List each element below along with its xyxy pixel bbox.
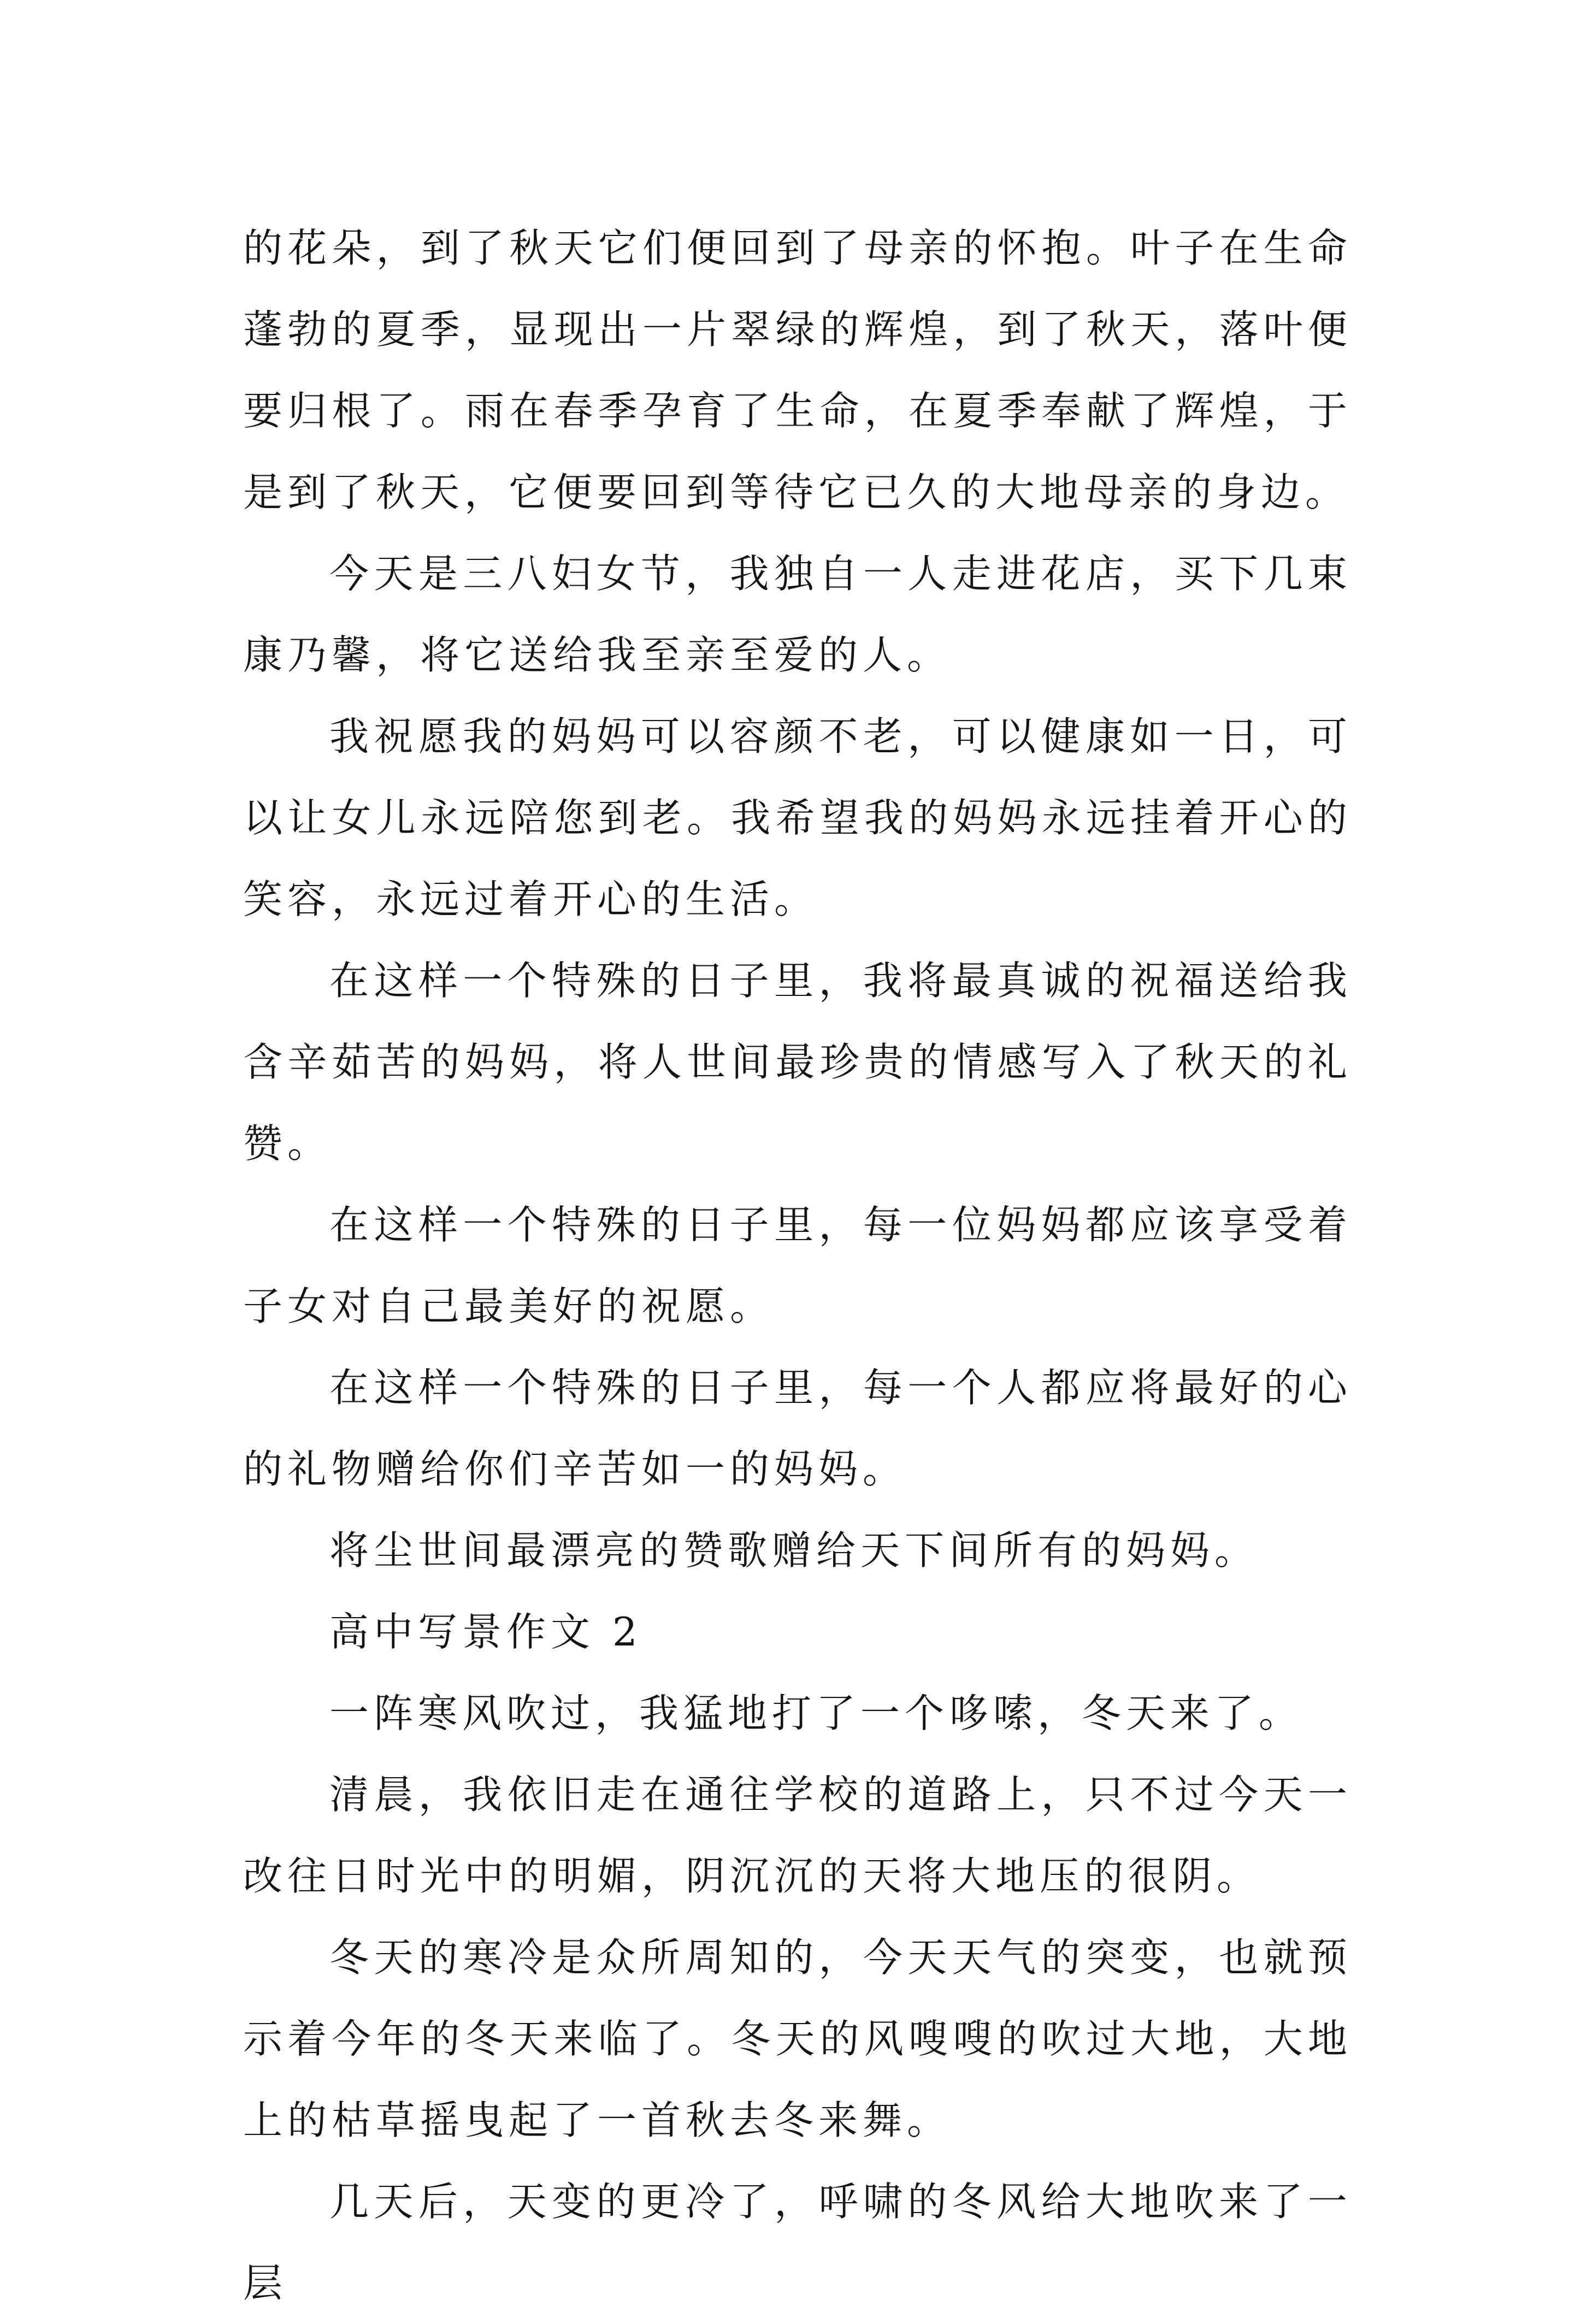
section-heading: 高中写景作文 2	[329, 1609, 642, 1655]
paragraph-continuation: 的花朵，到了秋天它们便回到了母亲的怀抱。叶子在生命蓬勃的夏季，显现出一片翠绿的辉煌，到了秋天，落叶便要归根了。雨在春季孕育了生命，在夏季奉献了辉煌，于是到了秋天，它便要回到等待它已久的大地母亲的身边。	[243, 225, 1352, 515]
paragraph-song: 将尘世间最漂亮的赞歌赠给天下间所有的妈妈。	[329, 1527, 1259, 1573]
paragraph-days-later: 几天后，天变的更冷了，呼啸的冬风给大地吹来了一层	[243, 2179, 1352, 2306]
paragraph-cold-wind: 一阵寒风吹过，我猛地打了一个哆嗦，冬天来了。	[329, 1690, 1303, 1736]
paragraph-wishes: 我祝愿我的妈妈可以容颜不老，可以健康如一日，可以让女儿永远陪您到老。我希望我的妈妈永远挂着开心的笑容，永远过着开心的生活。	[243, 713, 1352, 922]
paragraph-every-person: 在这样一个特殊的日子里，每一个人都应将最好的心的礼物赠给你们辛苦如一的妈妈。	[243, 1365, 1352, 1492]
paragraph-morning: 清晨，我依旧走在通往学校的道路上，只不过今天一改往日时光中的明媚，阴沉沉的天将大地压的很阴。	[243, 1772, 1352, 1899]
paragraph-blessing: 在这样一个特殊的日子里，我将最真诚的祝福送给我含辛茹苦的妈妈，将人世间最珍贵的情感写入了秋天的礼赞。	[243, 958, 1352, 1166]
paragraph-winter: 冬天的寒冷是众所周知的，今天天气的突变，也就预示着今年的冬天来临了。冬天的风嗖嗖的吹过大地，大地上的枯草摇曳起了一首秋去冬来舞。	[243, 1934, 1352, 2143]
paragraph-every-mother: 在这样一个特殊的日子里，每一位妈妈都应该享受着子女对自己最美好的祝愿。	[243, 1202, 1352, 1329]
document-body	[243, 208, 1352, 2324]
paragraph-womens-day: 今天是三八妇女节，我独自一人走进花店，买下几束康乃馨，将它送给我至亲至爱的人。	[243, 551, 1352, 678]
